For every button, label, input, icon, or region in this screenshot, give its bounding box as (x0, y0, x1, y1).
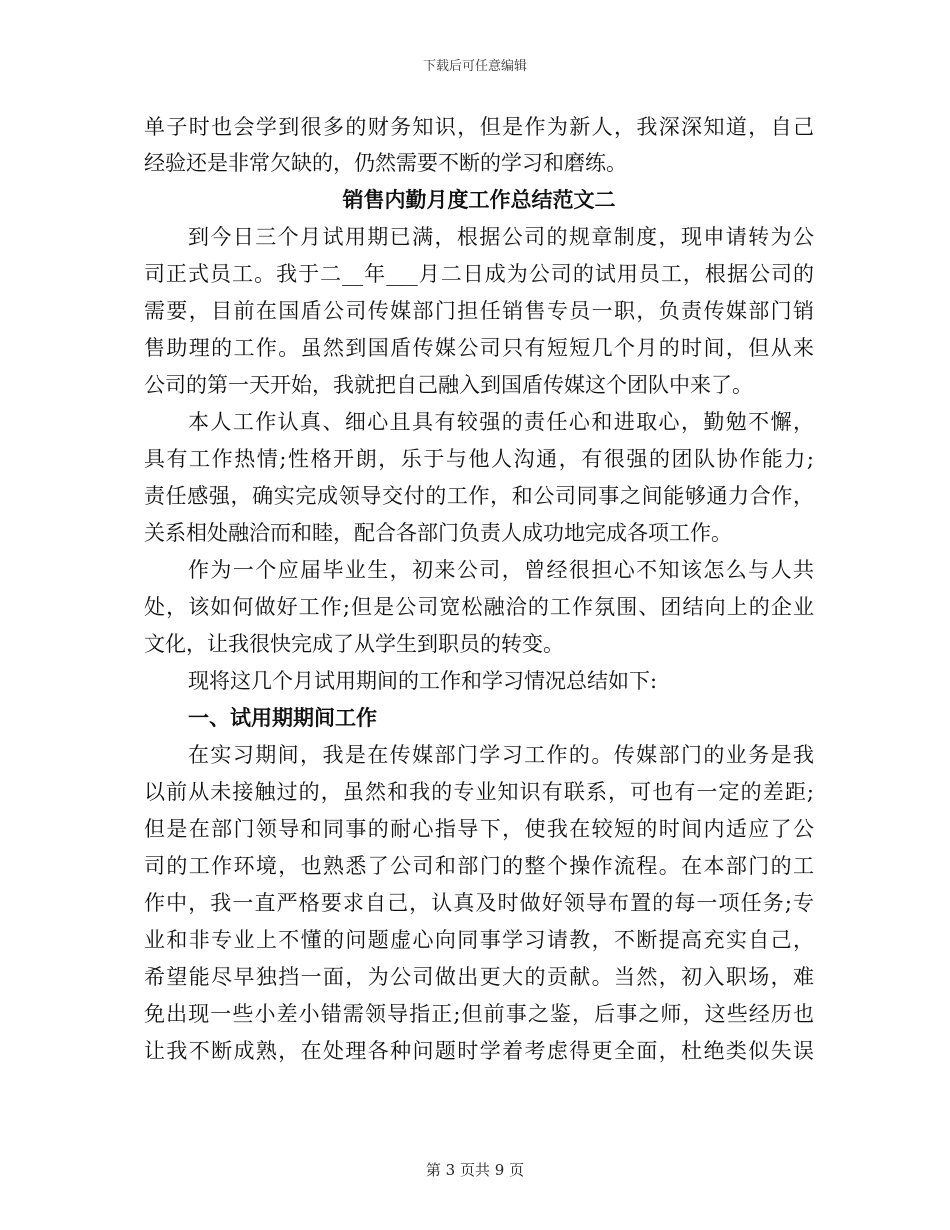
body-line: 单子时也会学到很多的财务知识，但是作为新人，我深深知道，自己 (144, 115, 814, 139)
page-footer: 第 3 页共 9 页 (425, 1161, 525, 1179)
page-header: 下载后可任意编辑 (422, 59, 527, 74)
section-title: 销售内勤月度工作总结范文二 (342, 187, 616, 212)
body-line: 司正式员工。我于二__年___月二日成为公司的试用员工，根据公司的 (144, 262, 814, 286)
body-line: 在实习期间，我是在传媒部门学习工作的。传媒部门的业务是我 (188, 743, 814, 767)
body-line: 作为一个应届毕业生，初来公司，曾经很担心不知该怎么与人共 (188, 558, 814, 582)
body-line: 司的工作环境，也熟悉了公司和部门的整个操作流程。在本部门的工 (144, 854, 814, 878)
body-line: 关系相处融洽而和睦，配合各部门负责人成功地完成各项工作。 (144, 521, 732, 545)
body-line: 具有工作热情;性格开朗，乐于与他人沟通，有很强的团队协作能力; (144, 447, 814, 471)
body-line: 本人工作认真、细心且具有较强的责任心和进取心，勤勉不懈， (188, 410, 814, 434)
body-line: 需要，目前在国盾公司传媒部门担任销售专员一职，负责传媒部门销 (144, 299, 814, 323)
body-line: 以前从未接触过的，虽然和我的专业知识有联系，可也有一定的差距; (144, 780, 814, 804)
body-line: 让我不断成熟，在处理各种问题时学着考虑得更全面，杜绝类似失误 (144, 1039, 814, 1063)
section-heading: 一、试用期期间工作 (188, 705, 377, 730)
body-line: 经验还是非常欠缺的，仍然需要不断的学习和磨练。 (144, 151, 627, 175)
body-line: 责任感强，确实完成领导交付的工作，和公司同事之间能够通力合作， (144, 484, 814, 508)
body-line: 到今日三个月试用期已满，根据公司的规章制度，现申请转为公 (188, 225, 814, 249)
body-line: 作中，我一直严格要求自己，认真及时做好领导布置的每一项任务;专 (144, 891, 814, 915)
body-line: 售助理的工作。虽然到国盾传媒公司只有短短几个月的时间，但从来 (144, 336, 814, 360)
body-line: 公司的第一天开始，我就把自己融入到国盾传媒这个团队中来了。 (144, 373, 753, 397)
body-line: 业和非专业上不懂的问题虚心向同事学习请教，不断提高充实自己， (144, 928, 814, 952)
body-line: 希望能尽早独挡一面，为公司做出更大的贡献。当然，初入职场，难 (144, 965, 814, 989)
body-line: 文化，让我很快完成了从学生到职员的转变。 (144, 632, 564, 656)
body-line: 免出现一些小差小错需领导指正;但前事之鉴，后事之师，这些经历也 (144, 1002, 814, 1026)
body-line: 现将这几个月试用期间的工作和学习情况总结如下: (188, 669, 658, 693)
body-line: 但是在部门领导和同事的耐心指导下，使我在较短的时间内适应了公 (144, 817, 814, 841)
body-line: 处，该如何做好工作;但是公司宽松融洽的工作氛围、团结向上的企业 (144, 595, 814, 619)
